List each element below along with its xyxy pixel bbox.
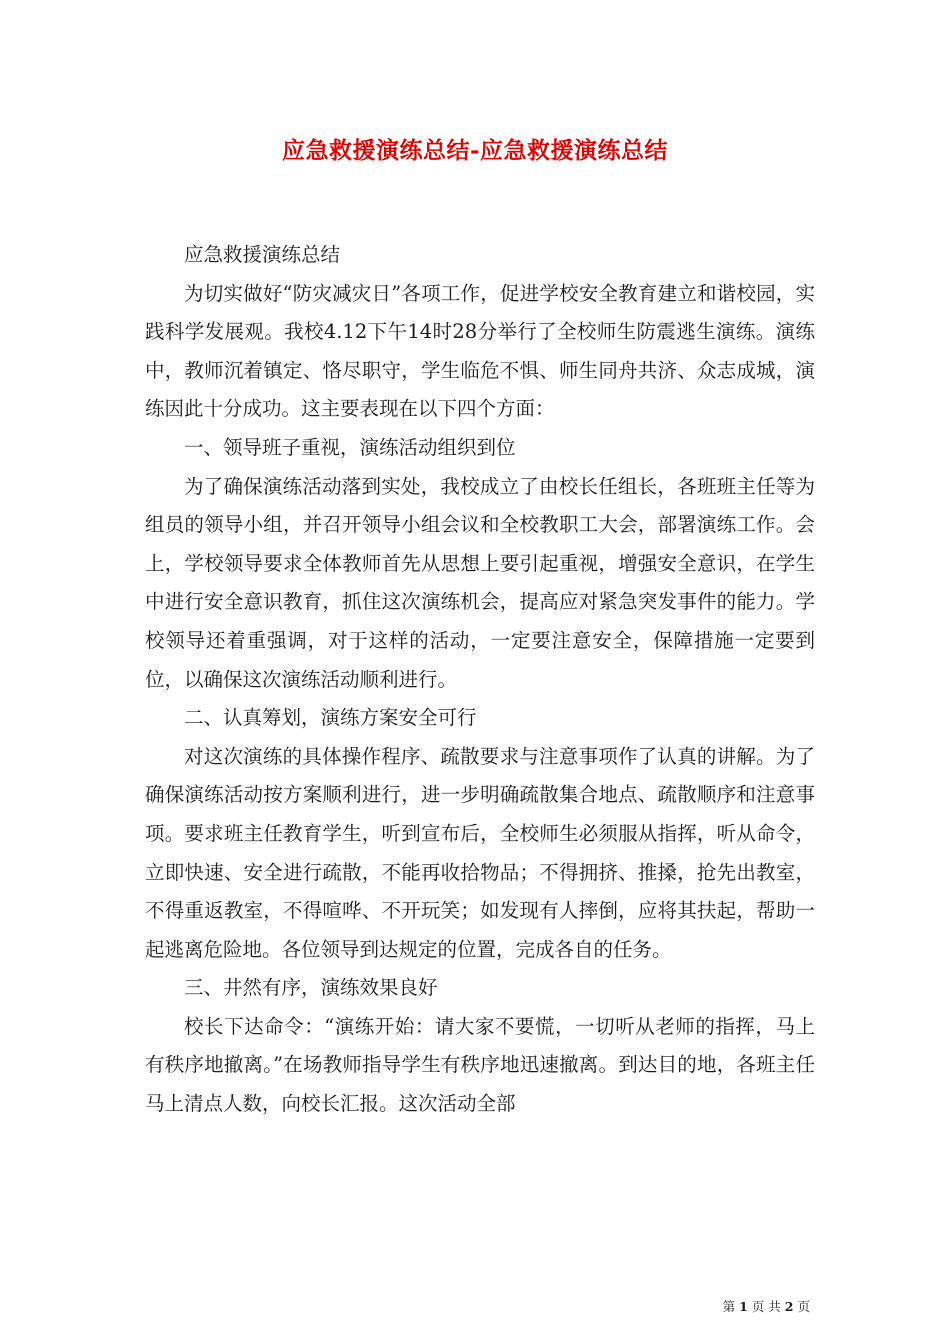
intro-paragraph: 为切实做好“防灾减灾日”各项工作，促进学校安全教育建立和谐校园，实践科学发展观。我校4.12下午14时28分举行了全校师生防震逃生演练。演练中，教师沉着镇定、恪尽职守，学生临危不惧、师生同舟共济、众志成城，演练因此十分成功。这主要表现在以下四个方面： (145, 281, 815, 421)
footer-prefix: 第 (722, 1299, 736, 1314)
section-heading-2: 二、认真筹划，演练方案安全可行 (184, 706, 477, 730)
page-number-footer (700, 1298, 810, 1316)
footer-middle: 页 共 (751, 1299, 781, 1314)
section-paragraph-2: 对这次演练的具体操作程序、疏散要求与注意事项作了认真的讲解。为了确保演练活动按方案顺利进行，进一步明确疏散集合地点、疏散顺序和注意事项。要求班主任教育学生，听到宣布后，全校师生必须服从指挥，听从命令，立即快速、安全进行疏散，不能再收拾物品；不得拥挤、推搡，抢先出教室，不得重返教室，不得喧哗、不开玩笑；如发现有人摔倒，应将其扶起，帮助一起逃离危险地。各位领导到达规定的位置，完成各自的任务。 (145, 744, 815, 961)
section-heading-1: 一、领导班子重视，演练活动组织到位 (184, 435, 516, 459)
subtitle-paragraph: 应急救援演练总结 (184, 243, 341, 266)
current-page-number: 1 (739, 1299, 748, 1314)
document-body (145, 236, 815, 1124)
footer-suffix: 页 (797, 1299, 810, 1314)
section-paragraph-3: 校长下达命令：“演练开始：请大家不要慌，一切听从老师的指挥，马上有秩序地撤离。”在场教师指导学生有秩序地迅速撤离。到达目的地，各班主任马上清点人数，向校长汇报。这次活动全部 (145, 1014, 815, 1116)
document-title: 应急救援演练总结-应急救援演练总结 (281, 137, 669, 164)
total-pages-number: 2 (784, 1299, 794, 1314)
section-paragraph-1: 为了确保演练活动落到实处，我校成立了由校长任组长，各班班主任等为组员的领导小组，并召开领导小组会议和全校教职工大会，部署演练工作。会上，学校领导要求全体教师首先从思想上要引起重视，增强安全意识，在学生中进行安全意识教育，抓住这次演练机会，提高应对紧急突发事件的能力。学校领导还着重强调，对于这样的活动，一定要注意安全，保障措施一定要到位，以确保这次演练活动顺利进行。 (145, 474, 815, 691)
section-heading-3: 三、井然有序，演练效果良好 (184, 976, 438, 1000)
